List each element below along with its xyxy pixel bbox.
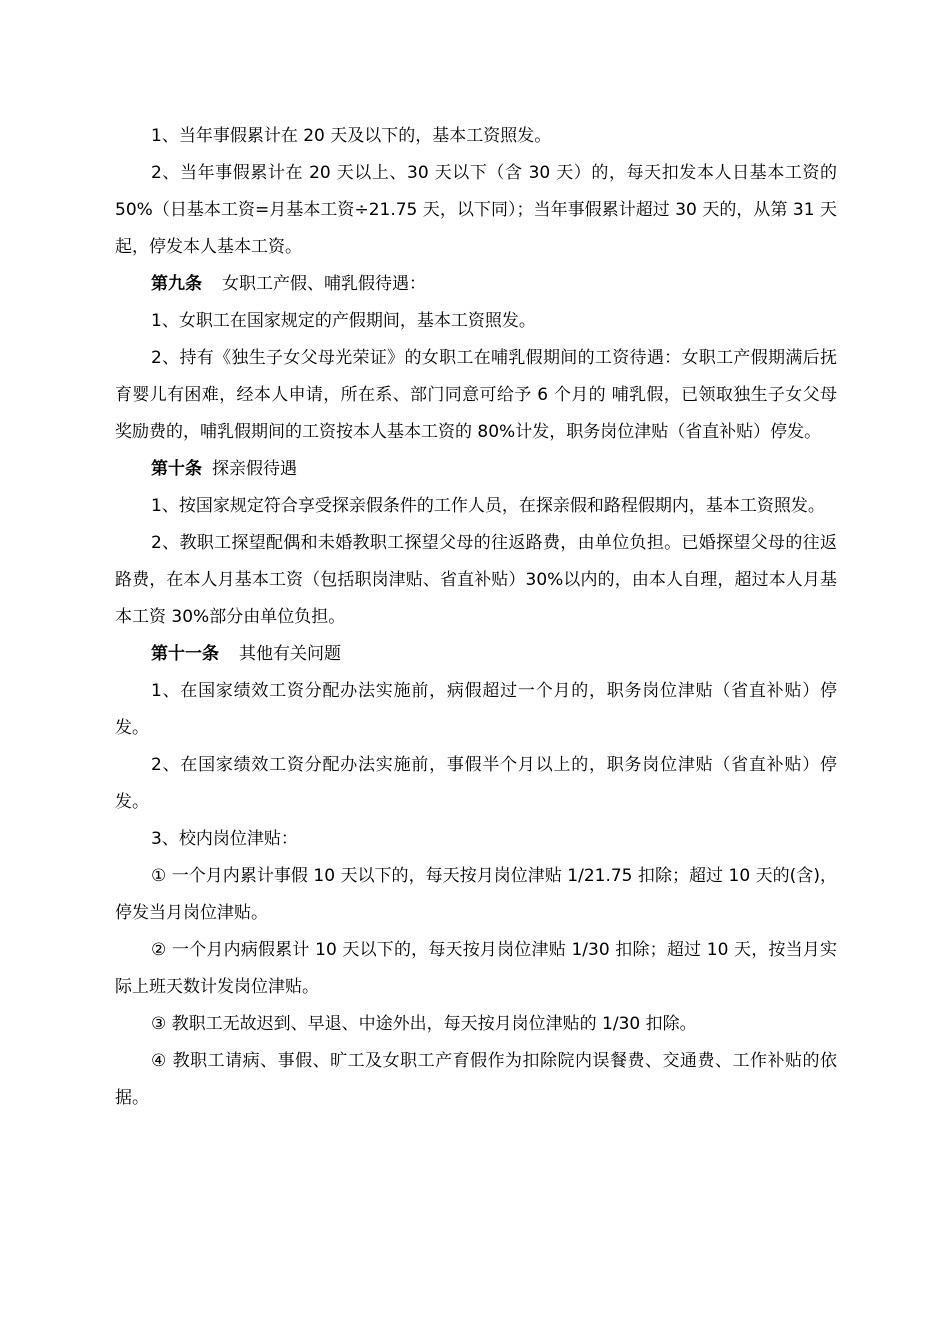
paragraph-other-2: 2、在国家绩效工资分配办法实施前，事假半个月以上的，职务岗位津贴（省直补贴）停发。 (115, 755, 837, 812)
article-10-heading (115, 451, 837, 488)
article-title: 女职工产假、哺乳假待遇： (222, 274, 426, 294)
paragraph-allowance-4: ④ 教职工请病、事假、旷工及女职工产育假作为扣除院内误餐费、交通费、工作补贴的依据。 (115, 1051, 837, 1108)
article-11-heading (115, 636, 837, 673)
paragraph-allowance-2: ② 一个月内病假累计 10 天以下的，每天按月岗位津贴 1/30 扣除；超过 10 天，按当月实际上班天数计发岗位津贴。 (115, 940, 837, 997)
paragraph-maternity-1: 1、女职工在国家规定的产假期间，基本工资照发。 (151, 311, 536, 331)
article-title: 其他有关问题 (239, 644, 341, 664)
document-body (115, 118, 837, 1117)
article-number: 第十一条 (151, 644, 219, 664)
paragraph-home-leave-2: 2、教职工探望配偶和未婚教职工探望父母的往返路费，由单位负担。已婚探望父母的往返路费，在本人月基本工资（包括职岗津贴、省直补贴）30%以内的，由本人自理，超过本人月基本工资 30%部分由单位负担。 (115, 533, 837, 627)
article-number: 第十条 (151, 459, 202, 479)
paragraph-other-1: 1、在国家绩效工资分配办法实施前，病假超过一个月的，职务岗位津贴（省直补贴）停发。 (115, 681, 837, 738)
article-number: 第九条 (151, 274, 202, 294)
article-title: 探亲假待遇 (212, 459, 297, 479)
paragraph-personal-leave-2: 2、当年事假累计在 20 天以上、30 天以下（含 30 天）的，每天扣发本人日基本工资的 50%（日基本工资=月基本工资÷21.75 天，以下同）；当年事假累计超过 30 天的，从第 31 天起，停发本人基本工资。 (115, 163, 837, 257)
paragraph-home-leave-1: 1、按国家规定符合享受探亲假条件的工作人员，在探亲假和路程假期内，基本工资照发。 (151, 496, 825, 516)
paragraph-allowance-3: ③ 教职工无故迟到、早退、中途外出，每天按月岗位津贴的 1/30 扣除。 (151, 1014, 697, 1034)
paragraph-personal-leave-1: 1、当年事假累计在 20 天及以下的，基本工资照发。 (151, 126, 552, 146)
article-9-heading (115, 266, 837, 303)
paragraph-other-3: 3、校内岗位津贴： (151, 829, 298, 849)
paragraph-allowance-1: ① 一个月内累计事假 10 天以下的，每天按月岗位津贴 1/21.75 扣除；超过 10 天的(含)，停发当月岗位津贴。 (115, 866, 837, 923)
paragraph-maternity-2: 2、持有《独生子女父母光荣证》的女职工在哺乳假期间的工资待遇：女职工产假期满后抚育婴儿有困难，经本人申请，所在系、部门同意可给予 6 个月的 哺乳假，已领取独生子女父母奖励费的，哺乳假期间的工资按本人基本工资的 80%计发，职务岗位津贴（省直补贴）停发。 (115, 348, 837, 442)
